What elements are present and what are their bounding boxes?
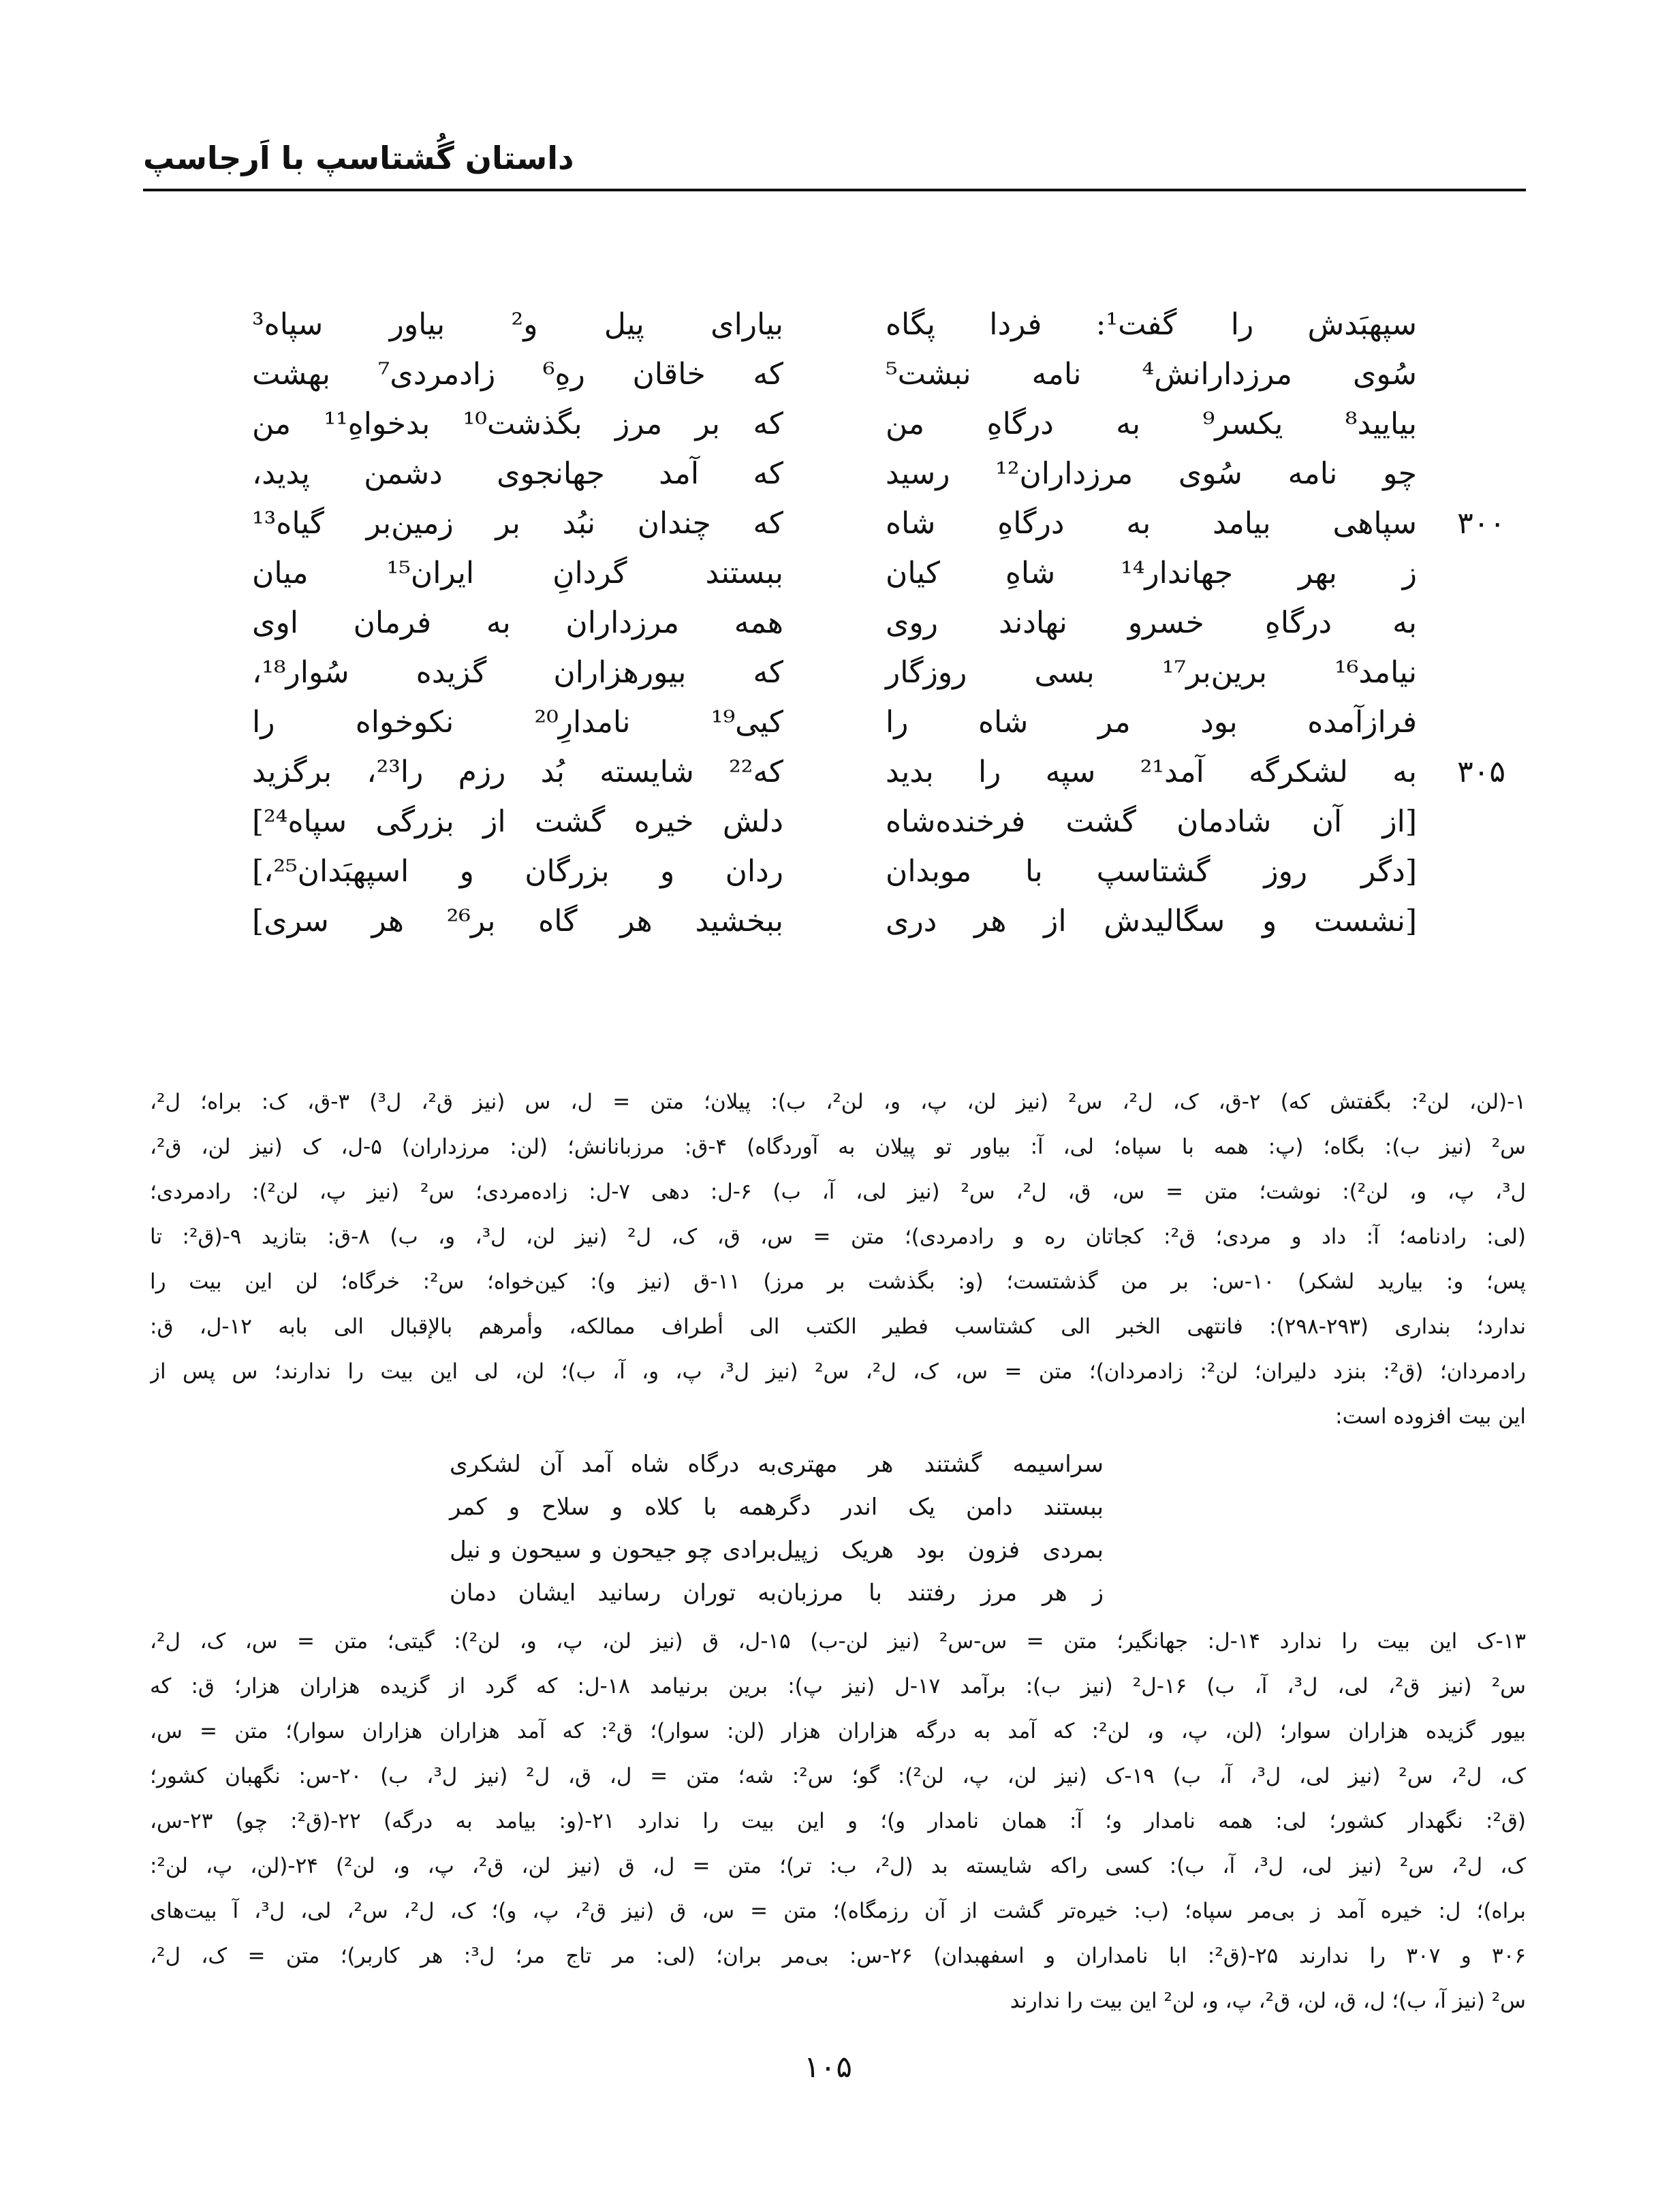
added-couplet (450, 1529, 1104, 1572)
added-hemistich-first: بمردی فزون بود هریک زپیل (777, 1536, 1104, 1564)
hemistich-first: سپهبَدش را گفت¹: فردا پگاه (886, 307, 1417, 342)
hemistich-second: دلش خیره گشت از بزرگی سپاه²⁴] (252, 804, 783, 839)
hemistich-second: ببخشید هر گاه بر²⁶ هر سری] (252, 904, 783, 938)
critical-apparatus-footnotes (150, 1079, 1526, 2023)
added-hemistich-first: سراسیمه گشتند هر مهتری (777, 1451, 1104, 1478)
added-hemistich-second: به درگاه شاه آمد آن لشکری (450, 1451, 777, 1478)
hemistich-first: چو نامه سُوی مرزداران¹² رسید (886, 456, 1417, 491)
footnote-line: ۱۳-ک این بیت را ندارد ۱۴-ل: جهانگیر؛ متن = س-س² (نیز لن-ب) ۱۵-ل، ق (نیز لن، پ، و، لن²): گیتی؛ متن = س، ک، ل²، (150, 1629, 1526, 1654)
running-header-title: داستان گُشتاسپ با اَرجاسپ (143, 140, 574, 176)
header-rule-divider (143, 189, 1526, 191)
couplet (252, 648, 1417, 697)
added-hemistich-second: به توران رسانید ایشان دمان (450, 1579, 777, 1607)
added-couplet (450, 1572, 1104, 1615)
footnote-line: پس؛ و: بیارید لشکر) ۱۰-س: بر من گذشتست؛ (و: بگذشت بر مرز) ۱۱-ق (نیز و): کین‌خواه؛ س²: خرگاه؛ لن این بیت را (150, 1269, 1526, 1294)
couplet (252, 449, 1417, 499)
hemistich-second: ببستند گردانِ ایران¹⁵ میان (252, 556, 783, 590)
footnote-line: ندارد؛ بنداری (۲۹۳-۲۹۸): فانتهی الخبر الی کشتاسب فطیر الکتب الی أطراف ممالکه، وأمرهم بالإقبال الی بابه ۱۲-ل، ق: (150, 1314, 1526, 1339)
couplet (252, 349, 1417, 399)
hemistich-first: سُوی مرزدارانش⁴ نامه نبشت⁵ (886, 357, 1418, 392)
couplet (252, 598, 1417, 648)
footnote-line: ۱-(لن، لن²: بگفتش که) ۲-ق، ک، ل²، س² (نیز لن، پ، و، لن²، ب): پیلان؛ متن = ل، س (نیز ق²، ل³) ۳-ق، ک: براه؛ ل²، (150, 1090, 1526, 1114)
hemistich-second: کیی¹⁹ نامدارِ²⁰ نکوخواه را (252, 705, 783, 740)
verse-number: ۳۰۰ (1457, 506, 1505, 541)
couplet (252, 499, 1505, 548)
added-hemistich-second: همه با کلاه و سلاح و کمر (450, 1494, 777, 1521)
verse-number: ۳۰۵ (1457, 755, 1505, 789)
hemistich-first: به لشکرگه آمد²¹ سپه را بدید (886, 755, 1417, 789)
added-couplet (450, 1443, 1104, 1486)
added-hemistich-first: ببستند دامن یک اندر دگر (777, 1494, 1104, 1521)
footnote-line: ک، ل²، س² (نیز لی، ل³، آ، ب): کسی راکه شایسته بد (ل²، ب: تر)؛ متن = ل، ق (نیز لن، ق²، پ، و، لن²) ۲۴-(لن، پ، لن²: (150, 1854, 1526, 1878)
hemistich-first: [نشست و سگالیدش از هر دری (886, 904, 1417, 938)
hemistich-first: [از آن شادمان گشت فرخنده‌شاه (886, 804, 1417, 839)
hemistich-first: نیامد¹⁶ برین‌بر¹⁷ بسی روزگار (886, 655, 1417, 690)
hemistich-first: به درگاهِ خسرو نهادند روی (886, 605, 1417, 640)
footnote-line: (لی: رادنامه؛ آ: داد و مردی؛ ق²: کجاتان ره و رادمردی)؛ متن = س، ق، ک، ل² (نیز لن، ل³، و، ب) ۸-ق: بتازید ۹-(ق²: تا (150, 1224, 1526, 1249)
couplet (252, 896, 1417, 946)
hemistich-first: [دگر روز گشتاسپ با موبدان (886, 854, 1417, 889)
hemistich-first: بیایید⁸ یکسر⁹ به درگاهِ من (886, 407, 1417, 441)
footnote-line: ل³، پ، و، لن²): نوشت؛ متن = س، ق، ل²، س² (نیز لی، آ، ب) ۶-ل: دهی ۷-ل: زاده‌مردی؛ س² (نیز پ، لن²): رادمردی؛ (150, 1180, 1526, 1204)
hemistich-second: همه مرزداران به فرمان اوی (252, 605, 783, 640)
couplet (252, 300, 1417, 349)
poem-verses (252, 300, 1505, 946)
couplet (252, 548, 1417, 598)
footnote-line: (ق²: نگهدار کشور؛ لی: همه نامدار و؛ آ: همان نامدار و)؛ و این بیت را ندارد ۲۱-(و: بیامد به درگه) ۲۲-(ق²: چو) ۲۳-س، (150, 1809, 1526, 1833)
added-couplet (450, 1486, 1104, 1529)
footnote-line: ک، ل²، س² (نیز لی، ل³، آ، ب) ۱۹-ک (نیز لن، پ، لن²): گو؛ س²: شه؛ متن = ل، ق، ل² (نیز ل³، ب) ۲۰-س: نگهبان کشور؛ (150, 1764, 1526, 1788)
hemistich-second: که بر مرز بگذشت¹⁰ بدخواهِ¹¹ من (252, 407, 783, 441)
added-verses-block (150, 1443, 1526, 1615)
hemistich-second: که چندان نبُد بر زمین‌بر گیاه¹³ (252, 506, 783, 541)
couplet (252, 797, 1417, 847)
hemistich-second: که خاقان رهِ⁶ زادمردی⁷ بهشت (252, 357, 783, 392)
hemistich-second: که²² شایسته بُد رزم را²³، برگزید (252, 755, 783, 789)
footnote-line: رادمردان؛ (ق²: بنزد دلیران؛ لن²: زادمردان)؛ متن = س، ک، ل²، س² (نیز ل³، پ، و، آ، ب)؛ لن، لی این بیت را ندارند؛ س پس از (150, 1359, 1526, 1384)
footnote-line: ۳۰۶ و ۳۰۷ را ندارند ۲۵-(ق²: ابا نامداران و اسفهبدان) ۲۶-س: بی‌مر بران؛ (لی: مر تاج مر؛ ل³: هر کاربر)؛ متن = ک، ل²، (150, 1944, 1526, 1968)
couplet (252, 747, 1505, 797)
hemistich-second: که بیورهزاران گزیده سُوار¹⁸، (252, 655, 783, 690)
hemistich-first: سپاهی بیامد به درگاهِ شاه (886, 506, 1417, 541)
footnote-line: این بیت افزوده است: (1335, 1404, 1526, 1429)
footnote-line: س² (نیز ق²، لی، ل³، آ، ب) ۱۶-ل² (نیز ب): برآمد ۱۷-ل (نیز پ): برین برنیامد ۱۸-ل: که گرد از گزیده هزاران هزار؛ ق: که (150, 1674, 1526, 1698)
couplet (252, 399, 1417, 449)
running-header (143, 140, 1526, 194)
couplet (252, 697, 1417, 747)
hemistich-second: بیارای پیل و² بیاور سپاه³ (252, 307, 783, 342)
footnote-line: براه)؛ ل: خیره آمد ز بی‌مر سپاه؛ (ب: خیره‌تر گشت از آن رزمگاه)؛ متن = س، ق (نیز ق²، پ، و)؛ ک، ل²، س²، لی، ل³، آ بیت‌های (150, 1899, 1526, 1923)
footnote-line: بیور گزیده هزاران سوار؛ (لن، پ، و، لن²: که آمد به درگه هزاران هزار (لن: سوار)؛ ق²: که آمد هزاران هزاران سوار)؛ متن = س، (150, 1719, 1526, 1743)
footnote-line: س² (نیز ب): بگاه؛ (پ: همه با سپاه؛ لی، آ: بیاور تو پیلان به آوردگاه) ۴-ق: مرزبانانش؛ (لن: مرزداران) ۵-ل، ک (نیز لن، ق²، (150, 1135, 1526, 1159)
hemistich-second: که آمد جهانجوی دشمن پدید، (252, 456, 783, 491)
hemistich-second: ردان و بزرگان و اسپهبَدان²⁵،] (252, 854, 783, 889)
couplet (252, 847, 1417, 896)
added-hemistich-first: ز هر مرز رفتند با مرزبان (777, 1579, 1104, 1607)
hemistich-first: فرازآمده بود مر شاه را (886, 705, 1417, 740)
page-number: ۱۰۵ (804, 2050, 852, 2085)
added-hemistich-second: برادی چو جیحون و سیحون و نیل (450, 1536, 777, 1564)
footnote-line: س² (نیز آ، ب)؛ ل، ق، لن، ق²، پ، و، لن² این بیت را ندارند (1010, 1989, 1526, 2013)
hemistich-first: ز بهر جهاندار¹⁴ شاهِ کیان (886, 556, 1417, 590)
